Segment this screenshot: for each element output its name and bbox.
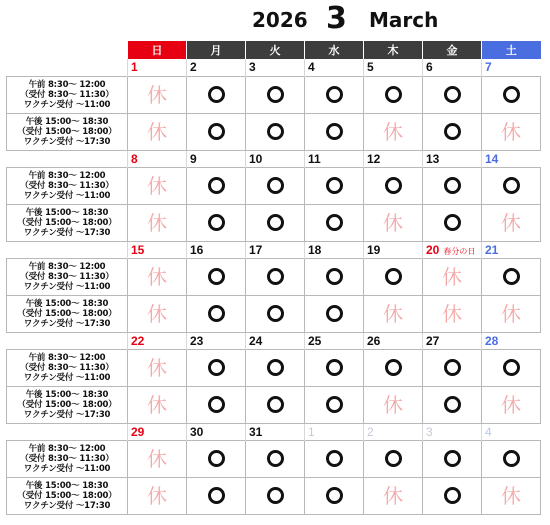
- date-number: 5: [367, 60, 374, 75]
- am-hours-line: （受付 8:30～ 11:30）: [20, 271, 114, 282]
- open-circle-icon: [267, 359, 284, 376]
- open-circle-icon: [503, 359, 520, 376]
- holiday-name: 春分の日: [443, 246, 476, 256]
- date-number: 20: [426, 242, 440, 257]
- date-cell: [246, 150, 305, 167]
- status-cell: [364, 167, 423, 204]
- status-cell: [305, 204, 364, 241]
- date-number: 23: [190, 333, 204, 348]
- open-circle-icon: [385, 177, 402, 194]
- open-circle-icon: [326, 214, 343, 231]
- date-cell: [246, 59, 305, 76]
- pm-hours-label: [7, 113, 128, 150]
- closed-mark: 休: [147, 301, 167, 326]
- status-cell: [187, 349, 246, 386]
- closed-mark: 休: [383, 483, 403, 508]
- open-circle-icon: [267, 487, 284, 504]
- date-number: 1: [308, 424, 315, 439]
- date-cell: [482, 423, 541, 440]
- open-circle-icon: [503, 450, 520, 467]
- status-cell: [128, 167, 187, 204]
- date-row: [7, 332, 541, 349]
- pm-hours-label: [7, 295, 128, 332]
- closed-mark: 休: [147, 483, 167, 508]
- am-hours-line: （受付 8:30～ 11:30）: [20, 453, 114, 464]
- status-cell: [482, 167, 541, 204]
- pm-hours-line: ワクチン受付 ～17:30: [23, 500, 111, 511]
- am-hours-line: 午前 8:30～ 12:00: [28, 79, 106, 90]
- closed-mark: 休: [147, 82, 167, 107]
- open-circle-icon: [267, 450, 284, 467]
- open-circle-icon: [208, 487, 225, 504]
- status-cell: [246, 295, 305, 332]
- open-circle-icon: [208, 396, 225, 413]
- date-number: 2: [190, 60, 197, 75]
- open-circle-icon: [326, 123, 343, 140]
- date-cell: [423, 423, 482, 440]
- date-cell: [305, 332, 364, 349]
- date-number: 16: [190, 242, 204, 257]
- date-number: 22: [131, 333, 145, 348]
- am-hours-label: [7, 167, 128, 204]
- open-circle-icon: [208, 359, 225, 376]
- date-number: 30: [190, 424, 204, 439]
- closed-mark: 休: [501, 119, 521, 144]
- date-cell: [128, 150, 187, 167]
- weekday-mon: 月: [187, 41, 246, 59]
- am-hours-label: [7, 349, 128, 386]
- open-circle-icon: [385, 86, 402, 103]
- open-circle-icon: [267, 123, 284, 140]
- date-cell: [364, 241, 423, 258]
- date-cell: [305, 241, 364, 258]
- open-circle-icon: [208, 268, 225, 285]
- pm-hours-line: 午後 15:00～ 18:30: [25, 207, 109, 218]
- date-number: 13: [426, 151, 440, 166]
- date-cell: [128, 59, 187, 76]
- status-cell: [482, 440, 541, 477]
- am-hours-line: 午前 8:30～ 12:00: [28, 261, 106, 272]
- status-cell: [128, 204, 187, 241]
- pm-hours-line: ワクチン受付 ～17:30: [23, 227, 111, 238]
- status-cell: [482, 386, 541, 423]
- date-cell: [187, 332, 246, 349]
- date-number: 25: [308, 333, 322, 348]
- am-hours-line: （受付 8:30～ 11:30）: [20, 89, 114, 100]
- date-cell: [187, 59, 246, 76]
- date-number: 2: [367, 424, 374, 439]
- am-slot-row: [7, 258, 541, 295]
- status-cell: [423, 76, 482, 113]
- date-cell: [364, 332, 423, 349]
- date-row-spacer: [7, 150, 128, 167]
- date-cell: [423, 332, 482, 349]
- status-cell: [305, 386, 364, 423]
- status-cell: [187, 258, 246, 295]
- date-cell: [246, 241, 305, 258]
- pm-hours-line: （受付 15:00～ 18:00）: [17, 490, 117, 501]
- status-cell: [423, 113, 482, 150]
- date-number: 3: [249, 60, 256, 75]
- closed-mark: 休: [501, 483, 521, 508]
- am-slot-row: [7, 349, 541, 386]
- status-cell: [364, 477, 423, 514]
- pm-hours-line: （受付 15:00～ 18:00）: [17, 399, 117, 410]
- status-cell: [246, 440, 305, 477]
- am-hours-line: 午前 8:30～ 12:00: [28, 170, 106, 181]
- open-circle-icon: [326, 396, 343, 413]
- date-cell: [482, 241, 541, 258]
- am-slot-row: [7, 167, 541, 204]
- pm-hours-line: ワクチン受付 ～17:30: [23, 136, 111, 147]
- am-hours-line: ワクチン受付 ～11:00: [23, 281, 111, 292]
- status-cell: [187, 440, 246, 477]
- pm-hours-label: [7, 477, 128, 514]
- closed-mark: 休: [147, 210, 167, 235]
- date-cell: [246, 423, 305, 440]
- date-cell: [364, 150, 423, 167]
- date-cell: [187, 241, 246, 258]
- status-cell: [246, 349, 305, 386]
- status-cell: [482, 349, 541, 386]
- open-circle-icon: [208, 177, 225, 194]
- calendar-header: [0, 0, 550, 40]
- open-circle-icon: [326, 268, 343, 285]
- status-cell: [364, 440, 423, 477]
- status-cell: [187, 386, 246, 423]
- closed-mark: 休: [147, 264, 167, 289]
- status-cell: [423, 295, 482, 332]
- date-number: 12: [367, 151, 381, 166]
- weekday-sat: 土: [482, 41, 541, 59]
- date-number: 9: [190, 151, 197, 166]
- date-cell: [305, 59, 364, 76]
- open-circle-icon: [444, 214, 461, 231]
- closed-mark: 休: [147, 355, 167, 380]
- date-number: 8: [131, 151, 138, 166]
- status-cell: [482, 204, 541, 241]
- am-slot-row: [7, 440, 541, 477]
- status-cell: [187, 113, 246, 150]
- date-number: 18: [308, 242, 322, 257]
- status-cell: [246, 386, 305, 423]
- date-cell: [482, 59, 541, 76]
- date-number: 21: [485, 242, 499, 257]
- closed-mark: 休: [383, 301, 403, 326]
- status-cell: [246, 167, 305, 204]
- date-number: 14: [485, 151, 499, 166]
- date-row-spacer: [7, 423, 128, 440]
- pm-hours-line: 午後 15:00～ 18:30: [25, 389, 109, 400]
- closed-mark: 休: [147, 173, 167, 198]
- date-number: 11: [308, 151, 321, 166]
- status-cell: [423, 258, 482, 295]
- weekday-wed: 水: [305, 41, 364, 59]
- status-cell: [482, 477, 541, 514]
- open-circle-icon: [503, 177, 520, 194]
- am-hours-label: [7, 258, 128, 295]
- status-cell: [128, 440, 187, 477]
- status-cell: [423, 204, 482, 241]
- status-cell: [423, 440, 482, 477]
- date-cell: [128, 241, 187, 258]
- pm-slot-row: [7, 295, 541, 332]
- status-cell: [246, 258, 305, 295]
- pm-hours-line: 午後 15:00～ 18:30: [25, 116, 109, 127]
- date-number: 4: [485, 424, 492, 439]
- open-circle-icon: [444, 86, 461, 103]
- status-cell: [305, 167, 364, 204]
- open-circle-icon: [385, 268, 402, 285]
- status-cell: [364, 204, 423, 241]
- closed-mark: 休: [442, 301, 462, 326]
- open-circle-icon: [267, 396, 284, 413]
- status-cell: [364, 386, 423, 423]
- open-circle-icon: [326, 305, 343, 322]
- am-hours-line: （受付 8:30～ 11:30）: [20, 362, 114, 373]
- open-circle-icon: [267, 177, 284, 194]
- date-cell: [246, 332, 305, 349]
- status-cell: [128, 349, 187, 386]
- open-circle-icon: [326, 177, 343, 194]
- date-number: 31: [249, 424, 263, 439]
- date-row: [7, 59, 541, 76]
- pm-slot-row: [7, 113, 541, 150]
- status-cell: [246, 204, 305, 241]
- date-cell: [482, 332, 541, 349]
- weekday-fri: 金: [423, 41, 482, 59]
- date-number: 7: [485, 60, 492, 75]
- date-cell: [364, 423, 423, 440]
- date-cell: [482, 150, 541, 167]
- schedule-calendar: [6, 41, 541, 515]
- status-cell: [364, 113, 423, 150]
- date-number: 24: [249, 333, 263, 348]
- date-cell: [128, 332, 187, 349]
- date-cell: [364, 59, 423, 76]
- am-hours-line: ワクチン受付 ～11:00: [23, 463, 111, 474]
- pm-hours-line: （受付 15:00～ 18:00）: [17, 126, 117, 137]
- open-circle-icon: [444, 396, 461, 413]
- year-label: 2026: [252, 8, 308, 32]
- status-cell: [187, 204, 246, 241]
- am-hours-line: ワクチン受付 ～11:00: [23, 190, 111, 201]
- open-circle-icon: [267, 268, 284, 285]
- weekday-sun: 日: [128, 41, 187, 59]
- status-cell: [128, 76, 187, 113]
- date-cell: [423, 59, 482, 76]
- am-hours-line: 午前 8:30～ 12:00: [28, 443, 106, 454]
- status-cell: [482, 295, 541, 332]
- status-cell: [482, 76, 541, 113]
- open-circle-icon: [208, 450, 225, 467]
- status-cell: [364, 258, 423, 295]
- closed-mark: 休: [147, 119, 167, 144]
- status-cell: [246, 76, 305, 113]
- pm-hours-line: （受付 15:00～ 18:00）: [17, 308, 117, 319]
- open-circle-icon: [326, 359, 343, 376]
- date-number: 27: [426, 333, 440, 348]
- status-cell: [187, 167, 246, 204]
- date-number: 19: [367, 242, 381, 257]
- date-row-spacer: [7, 59, 128, 76]
- date-cell: [187, 150, 246, 167]
- open-circle-icon: [385, 450, 402, 467]
- date-cell: [423, 241, 482, 258]
- pm-hours-line: 午後 15:00～ 18:30: [25, 298, 109, 309]
- status-cell: [305, 76, 364, 113]
- date-number: 28: [485, 333, 499, 348]
- closed-mark: 休: [383, 392, 403, 417]
- status-cell: [187, 76, 246, 113]
- status-cell: [128, 295, 187, 332]
- pm-hours-line: 午後 15:00～ 18:30: [25, 480, 109, 491]
- open-circle-icon: [385, 359, 402, 376]
- pm-hours-label: [7, 386, 128, 423]
- header-corner: [7, 41, 128, 59]
- pm-slot-row: [7, 477, 541, 514]
- open-circle-icon: [444, 450, 461, 467]
- status-cell: [128, 477, 187, 514]
- pm-hours-label: [7, 204, 128, 241]
- date-cell: [423, 150, 482, 167]
- pm-hours-line: （受付 15:00～ 18:00）: [17, 217, 117, 228]
- am-hours-label: [7, 440, 128, 477]
- open-circle-icon: [444, 177, 461, 194]
- status-cell: [246, 113, 305, 150]
- status-cell: [305, 113, 364, 150]
- weekday-header-row: [7, 41, 541, 59]
- date-number: 29: [131, 424, 145, 439]
- pm-slot-row: [7, 386, 541, 423]
- month-name: March: [369, 8, 439, 32]
- status-cell: [305, 440, 364, 477]
- date-cell: [305, 423, 364, 440]
- date-number: 26: [367, 333, 381, 348]
- date-number: 6: [426, 60, 433, 75]
- am-hours-line: 午前 8:30～ 12:00: [28, 352, 106, 363]
- status-cell: [187, 295, 246, 332]
- status-cell: [305, 349, 364, 386]
- open-circle-icon: [503, 268, 520, 285]
- date-number: 3: [426, 424, 433, 439]
- closed-mark: 休: [501, 392, 521, 417]
- month-number: 3: [326, 1, 347, 36]
- closed-mark: 休: [383, 210, 403, 235]
- status-cell: [187, 477, 246, 514]
- status-cell: [364, 295, 423, 332]
- open-circle-icon: [503, 86, 520, 103]
- am-hours-line: ワクチン受付 ～11:00: [23, 99, 111, 110]
- open-circle-icon: [267, 214, 284, 231]
- weekday-tue: 火: [246, 41, 305, 59]
- closed-mark: 休: [501, 301, 521, 326]
- open-circle-icon: [444, 123, 461, 140]
- am-hours-line: （受付 8:30～ 11:30）: [20, 180, 114, 191]
- date-row: [7, 241, 541, 258]
- status-cell: [482, 258, 541, 295]
- open-circle-icon: [267, 86, 284, 103]
- weekday-thu: 木: [364, 41, 423, 59]
- open-circle-icon: [267, 305, 284, 322]
- am-slot-row: [7, 76, 541, 113]
- open-circle-icon: [326, 86, 343, 103]
- date-row: [7, 423, 541, 440]
- status-cell: [128, 113, 187, 150]
- open-circle-icon: [326, 487, 343, 504]
- status-cell: [128, 386, 187, 423]
- status-cell: [305, 295, 364, 332]
- pm-hours-line: ワクチン受付 ～17:30: [23, 409, 111, 420]
- date-cell: [187, 423, 246, 440]
- open-circle-icon: [208, 305, 225, 322]
- open-circle-icon: [208, 123, 225, 140]
- status-cell: [423, 167, 482, 204]
- closed-mark: 休: [147, 392, 167, 417]
- closed-mark: 休: [147, 446, 167, 471]
- status-cell: [246, 477, 305, 514]
- status-cell: [305, 258, 364, 295]
- closed-mark: 休: [501, 210, 521, 235]
- am-hours-line: ワクチン受付 ～11:00: [23, 372, 111, 383]
- status-cell: [482, 113, 541, 150]
- pm-hours-line: ワクチン受付 ～17:30: [23, 318, 111, 329]
- status-cell: [423, 477, 482, 514]
- date-cell: [128, 423, 187, 440]
- status-cell: [364, 76, 423, 113]
- open-circle-icon: [208, 86, 225, 103]
- date-number: 1: [131, 60, 138, 75]
- pm-slot-row: [7, 204, 541, 241]
- date-number: 4: [308, 60, 315, 75]
- closed-mark: 休: [442, 264, 462, 289]
- status-cell: [364, 349, 423, 386]
- open-circle-icon: [208, 214, 225, 231]
- date-row-spacer: [7, 332, 128, 349]
- date-cell: [305, 150, 364, 167]
- status-cell: [423, 349, 482, 386]
- status-cell: [305, 477, 364, 514]
- date-row-spacer: [7, 241, 128, 258]
- date-row: [7, 150, 541, 167]
- closed-mark: 休: [383, 119, 403, 144]
- open-circle-icon: [326, 450, 343, 467]
- date-number: 17: [249, 242, 263, 257]
- am-hours-label: [7, 76, 128, 113]
- open-circle-icon: [444, 487, 461, 504]
- date-number: 15: [131, 242, 145, 257]
- date-number: 10: [249, 151, 263, 166]
- calendar-body: [7, 59, 541, 514]
- status-cell: [423, 386, 482, 423]
- open-circle-icon: [444, 359, 461, 376]
- status-cell: [128, 258, 187, 295]
